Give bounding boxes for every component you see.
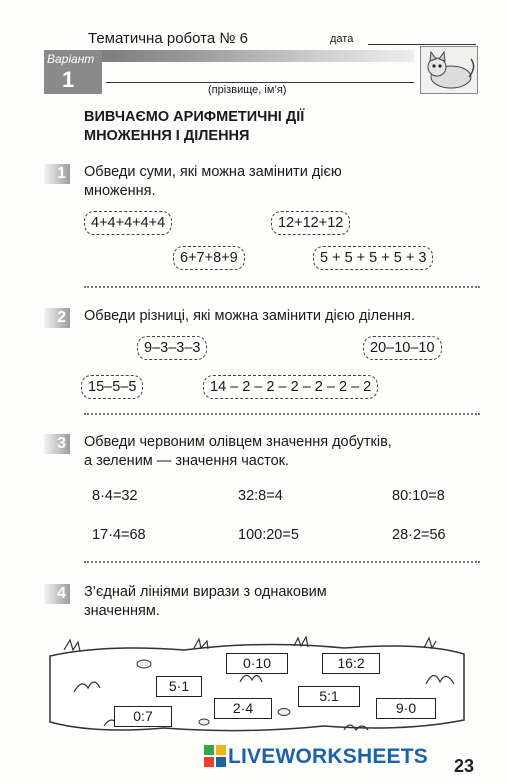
task-3-text — [84, 433, 484, 471]
task-2-expression-4[interactable]: 14 – 2 – 2 – 2 – 2 – 2 – 2 — [203, 375, 378, 399]
task-4-card-3[interactable]: 5·1 — [156, 676, 202, 697]
grass-field-illustration — [44, 634, 470, 738]
task-3-separator — [84, 561, 480, 563]
task-1-line1: Обведи суми, які можна замінити дією — [84, 164, 342, 180]
cat-illustration — [420, 46, 478, 94]
topic-heading — [84, 108, 404, 146]
task-2-text: Обведи різниці, які можна замінити дією ділення. — [84, 308, 416, 324]
task-3-equation-3[interactable]: 80:10=8 — [392, 488, 445, 504]
task-4-card-5[interactable]: 0:7 — [114, 706, 172, 727]
liveworksheets-logo — [203, 743, 227, 771]
task-3-equation-1[interactable]: 8·4=32 — [92, 488, 138, 504]
worksheet-title: Тематична робота № 6 — [88, 30, 248, 47]
task-3-line1: Обведи червоним олівцем значення добутків, — [84, 434, 392, 450]
topic-heading-line1: ВИВЧАЄМО АРИФМЕТИЧНІ ДІЇ — [84, 109, 305, 125]
task-4-card-6[interactable]: 2·4 — [214, 698, 272, 719]
date-label: дата — [330, 33, 354, 45]
task-1-text — [84, 163, 484, 201]
task-2-number: 2 — [44, 308, 70, 328]
variant-number: 1 — [62, 67, 75, 92]
cat-icon — [421, 47, 477, 93]
name-field[interactable] — [106, 82, 414, 83]
task-3-equation-5[interactable]: 100:20=5 — [238, 527, 299, 543]
liveworksheets-logo-icon — [203, 743, 227, 771]
task-2-expression-3[interactable]: 15–5–5 — [81, 375, 143, 399]
task-1-separator — [84, 286, 480, 288]
task-4-card-1[interactable]: 0·10 — [226, 653, 288, 674]
task-4-card-2[interactable]: 16:2 — [322, 653, 380, 674]
task-4-text — [84, 583, 484, 621]
task-4-line1: З’єднай лініями вирази з однаковим — [84, 584, 327, 600]
task-3-number: 3 — [44, 434, 70, 454]
task-3-line2: а зеленим — значення часток. — [84, 453, 290, 469]
topic-heading-line2: МНОЖЕННЯ І ДІЛЕННЯ — [84, 128, 250, 144]
task-4-number: 4 — [44, 584, 70, 604]
task-4-card-7[interactable]: 9·0 — [376, 698, 436, 719]
task-3-equation-2[interactable]: 32:8=4 — [238, 488, 283, 504]
task-2-separator — [84, 413, 480, 415]
liveworksheets-logo-text: LIVEWORKSHEETS — [228, 745, 428, 768]
task-3-equation-6[interactable]: 28·2=56 — [392, 527, 446, 543]
task-1-line2: множення. — [84, 183, 156, 199]
task-2-expression-1[interactable]: 9–3–3–3 — [137, 336, 207, 360]
grass-field — [44, 634, 470, 738]
task-4-line2: значенням. — [84, 603, 160, 619]
date-field[interactable] — [368, 44, 476, 45]
task-1-expression-4[interactable]: 5 + 5 + 5 + 5 + 3 — [313, 246, 433, 270]
variant-label: Варіант — [47, 52, 95, 66]
task-2-expression-2[interactable]: 20–10–10 — [363, 336, 442, 360]
task-1-number: 1 — [44, 164, 70, 184]
name-caption: (прізвище, ім’я) — [208, 84, 287, 96]
task-1-expression-3[interactable]: 6+7+8+9 — [173, 246, 245, 270]
task-3-equation-4[interactable]: 17·4=68 — [92, 527, 146, 543]
task-4-card-4[interactable]: 5:1 — [298, 686, 360, 707]
task-1-expression-2[interactable]: 12+12+12 — [271, 211, 350, 235]
page-number: 23 — [454, 756, 475, 776]
task-1-expression-1[interactable]: 4+4+4+4+4 — [84, 211, 172, 235]
